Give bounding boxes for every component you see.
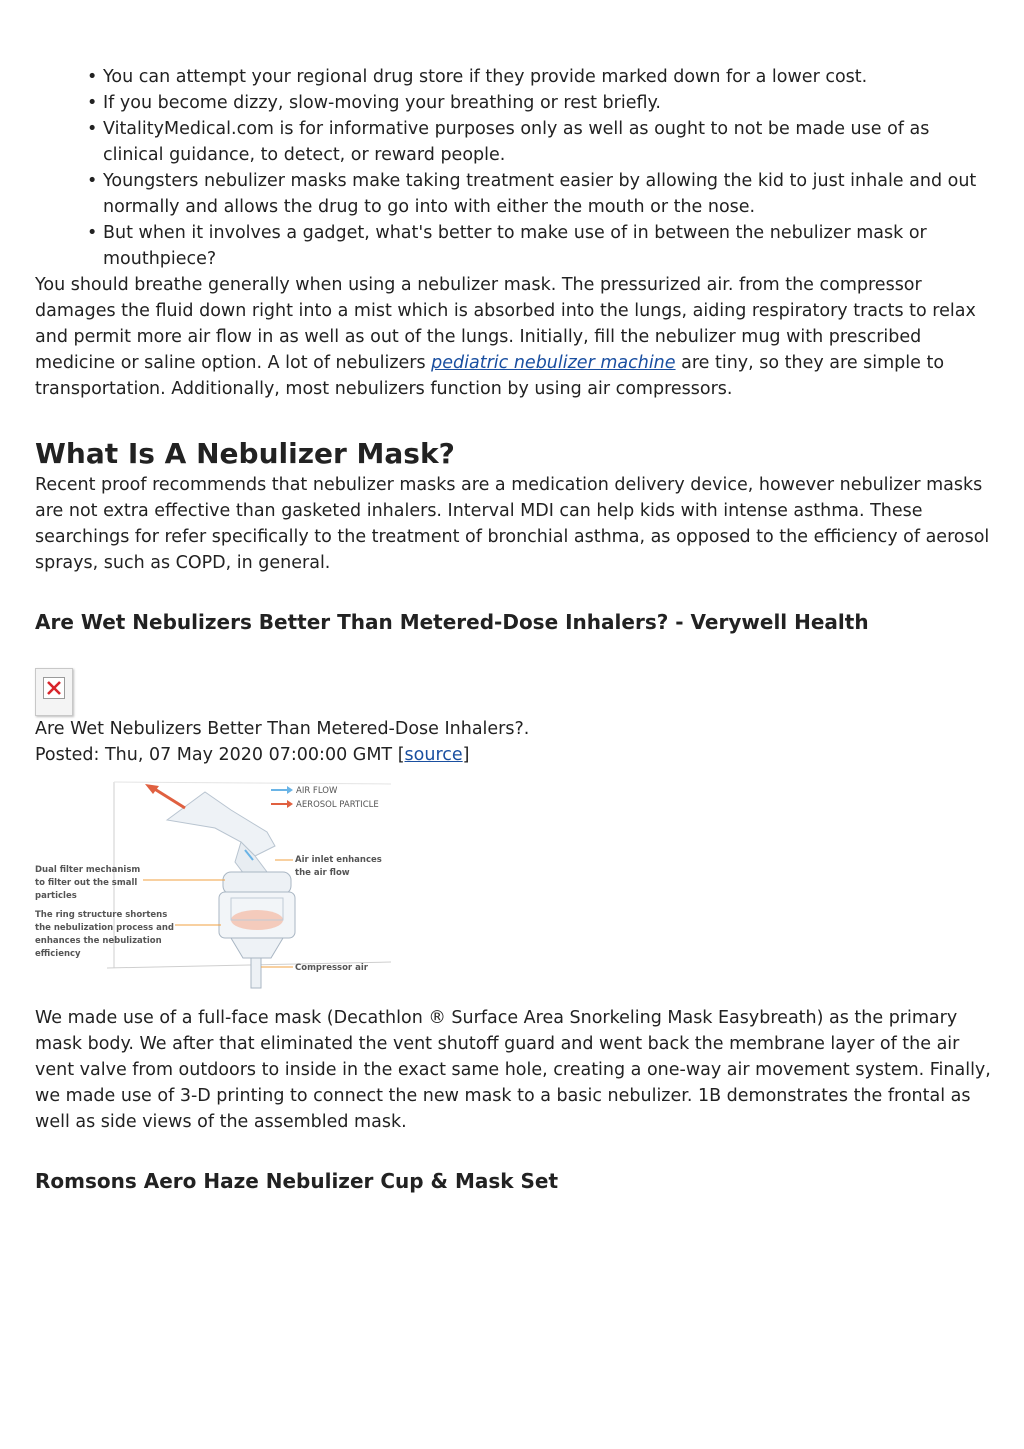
pediatric-nebulizer-link[interactable]: pediatric nebulizer machine bbox=[431, 353, 676, 373]
heading-romsons: Romsons Aero Haze Nebulizer Cup & Mask Set bbox=[35, 1169, 559, 1193]
image-caption: Are Wet Nebulizers Better Than Metered-Dose Inhalers?. bbox=[35, 719, 530, 739]
broken-image-frame bbox=[43, 677, 65, 699]
list-item: • If you become dizzy, slow-moving your breathing or rest briefly. bbox=[103, 90, 995, 116]
label-dual-filter bbox=[35, 865, 143, 901]
legend-aerosol-particle: AEROSOL PARTICLE bbox=[296, 800, 379, 810]
legend-air-flow: AIR FLOW bbox=[296, 786, 338, 796]
label-line: the air flow bbox=[295, 868, 350, 878]
label-line: particles bbox=[35, 891, 77, 901]
red-x-icon bbox=[44, 678, 64, 698]
nebulizer-diagram-image bbox=[35, 780, 415, 1005]
label-air-inlet bbox=[295, 855, 385, 878]
broken-image-icon bbox=[35, 668, 73, 716]
label-line: to filter out the small bbox=[35, 878, 138, 888]
paragraph-text: You should breathe generally when using a nebulizer mask. The pressurized air. from the compressor damages the fluid down right into a mist which is absorbed into the lungs, aiding respiratory tracts to relax and permit more air flow in as well as out of the lungs. Initially, fill the nebulizer mug with prescribed medicine or saline option. A lot of nebulizers bbox=[35, 275, 976, 373]
posted-text: Posted: Thu, 07 May 2020 07:00:00 GMT [ bbox=[35, 745, 405, 765]
heading-wet-nebulizers: Are Wet Nebulizers Better Than Metered-Dose Inhalers? - Verywell Health bbox=[35, 610, 869, 634]
source-link[interactable]: source bbox=[404, 745, 463, 765]
paragraph-evidence: Recent proof recommends that nebulizer masks are a medication delivery device, however nebulizer masks are not extra effective than gasketed inhalers. Interval MDI can help kids with intense asthma. These searchings for refer specifically to the treatment of bronchial asthma, as opposed to the efficiency of aerosol sprays, such as COPD, in general. bbox=[35, 475, 990, 573]
label-line: The ring structure shortens bbox=[35, 910, 168, 920]
label-line: efficiency bbox=[35, 949, 81, 959]
label-line: Dual filter mechanism bbox=[35, 865, 141, 875]
label-line: enhances the nebulization bbox=[35, 936, 162, 946]
bullet-list bbox=[35, 64, 995, 272]
heading-what-is-mask: What Is A Nebulizer Mask? bbox=[35, 437, 455, 470]
paragraph-full-face-mask: We made use of a full-face mask (Decathlon ® Surface Area Snorkeling Mask Easybreath) as the primary mask body. We after that eliminated the vent shutoff guard and went back the membrane layer of the air vent valve from outdoors to inside in the exact same hole, creating a one-way air movement system. Finally, we made use of 3-D printing to connect the new mask to a basic nebulizer. 1B demonstrates the frontal as well as side views of the assembled mask. bbox=[35, 1008, 991, 1132]
article-content bbox=[35, 64, 995, 1195]
list-item: • Youngsters nebulizer masks make taking treatment easier by allowing the kid to just inhale and out normally and allows the drug to go into with either the mouth or the nose. bbox=[103, 168, 995, 220]
label-line: the nebulization process and bbox=[35, 923, 174, 933]
paragraph-text: are tiny, so they are simple to transportation. Additionally, most nebulizers function by using air compressors. bbox=[35, 353, 945, 399]
posted-line bbox=[35, 742, 995, 768]
paragraph-intro bbox=[35, 272, 995, 402]
list-item: • But when it involves a gadget, what's better to make use of in between the nebulizer mask or mouthpiece? bbox=[103, 220, 995, 272]
posted-bracket: ] bbox=[462, 745, 470, 765]
list-item: • You can attempt your regional drug store if they provide marked down for a lower cost. bbox=[103, 64, 995, 90]
label-line: Air inlet enhances bbox=[295, 855, 382, 865]
nebulizer-diagram bbox=[35, 780, 415, 1005]
label-ring-structure bbox=[35, 910, 177, 959]
label-compressor-air: Compressor air bbox=[295, 963, 368, 973]
list-item: • VitalityMedical.com is for informative purposes only as well as ought to not be made use of as clinical guidance, to detect, or reward people. bbox=[103, 116, 995, 168]
